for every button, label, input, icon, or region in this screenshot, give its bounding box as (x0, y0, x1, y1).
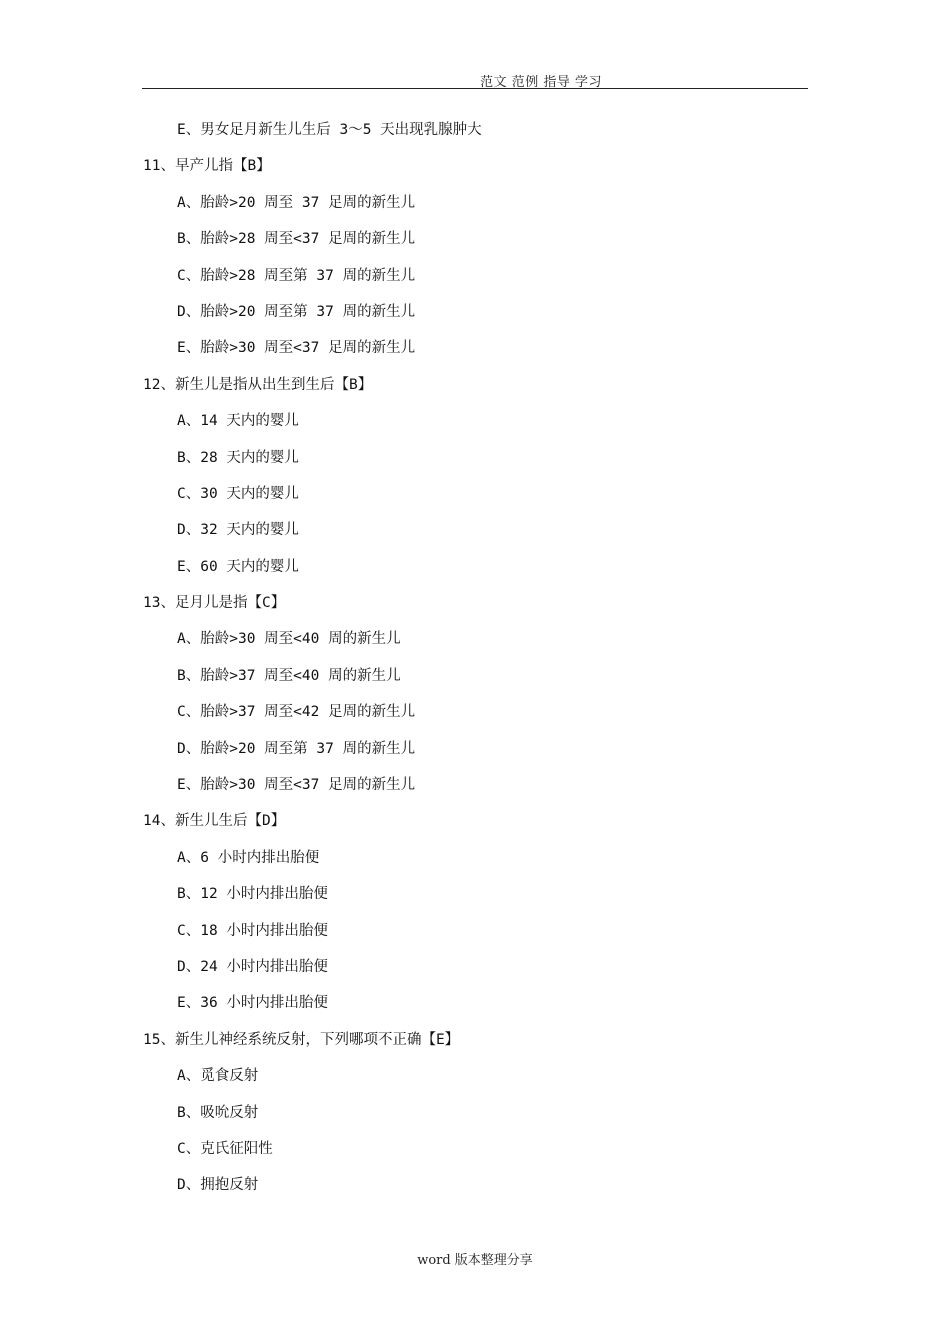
option-line: C、克氏征阳性 (177, 1140, 273, 1157)
option-line: E、胎龄>30 周至<37 足周的新生儿 (177, 777, 416, 794)
option-line: B、12 小时内排出胎便 (177, 886, 328, 903)
question-line: 11、早产儿指【B】 (143, 158, 271, 175)
option-line: D、胎龄>20 周至第 37 周的新生儿 (177, 303, 416, 320)
option-line: A、6 小时内排出胎便 (177, 849, 320, 866)
question-line: 14、新生儿生后【D】 (143, 813, 286, 830)
option-line: A、觅食反射 (177, 1068, 259, 1085)
option-line: B、胎龄>37 周至<40 周的新生儿 (177, 667, 401, 684)
option-line: B、28 天内的婴儿 (177, 449, 299, 466)
page-header (142, 70, 808, 89)
option-line: D、胎龄>20 周至第 37 周的新生儿 (177, 740, 416, 757)
document-body (0, 118, 950, 1210)
option-line: C、30 天内的婴儿 (177, 485, 299, 502)
header-text: 范文 范例 指导 学习 (480, 75, 602, 90)
option-line: B、吸吮反射 (177, 1104, 259, 1121)
option-line: A、胎龄>20 周至 37 足周的新生儿 (177, 194, 416, 211)
page-footer: word 版本整理分享 (417, 1253, 533, 1268)
option-line: C、胎龄>37 周至<42 足周的新生儿 (177, 704, 416, 721)
question-line: 15、新生儿神经系统反射，下列哪项不正确【E】 (143, 1031, 460, 1048)
option-line: A、胎龄>30 周至<40 周的新生儿 (177, 631, 401, 648)
option-line: C、胎龄>28 周至第 37 周的新生儿 (177, 267, 416, 284)
question-line: 12、新生儿是指从出生到生后【B】 (143, 376, 373, 393)
option-line: B、胎龄>28 周至<37 足周的新生儿 (177, 231, 416, 248)
option-line: A、14 天内的婴儿 (177, 413, 299, 430)
option-line: E、60 天内的婴儿 (177, 558, 299, 575)
option-line: E、36 小时内排出胎便 (177, 995, 328, 1012)
option-line: D、拥抱反射 (177, 1177, 259, 1194)
option-line: D、32 天内的婴儿 (177, 522, 299, 539)
option-line: E、胎龄>30 周至<37 足周的新生儿 (177, 340, 416, 357)
option-line: D、24 小时内排出胎便 (177, 958, 328, 975)
option-line: E、男女足月新生儿生后 3～5 天出现乳腺肿大 (177, 122, 482, 138)
option-line: C、18 小时内排出胎便 (177, 922, 328, 939)
question-line: 13、足月儿是指【C】 (143, 595, 286, 612)
